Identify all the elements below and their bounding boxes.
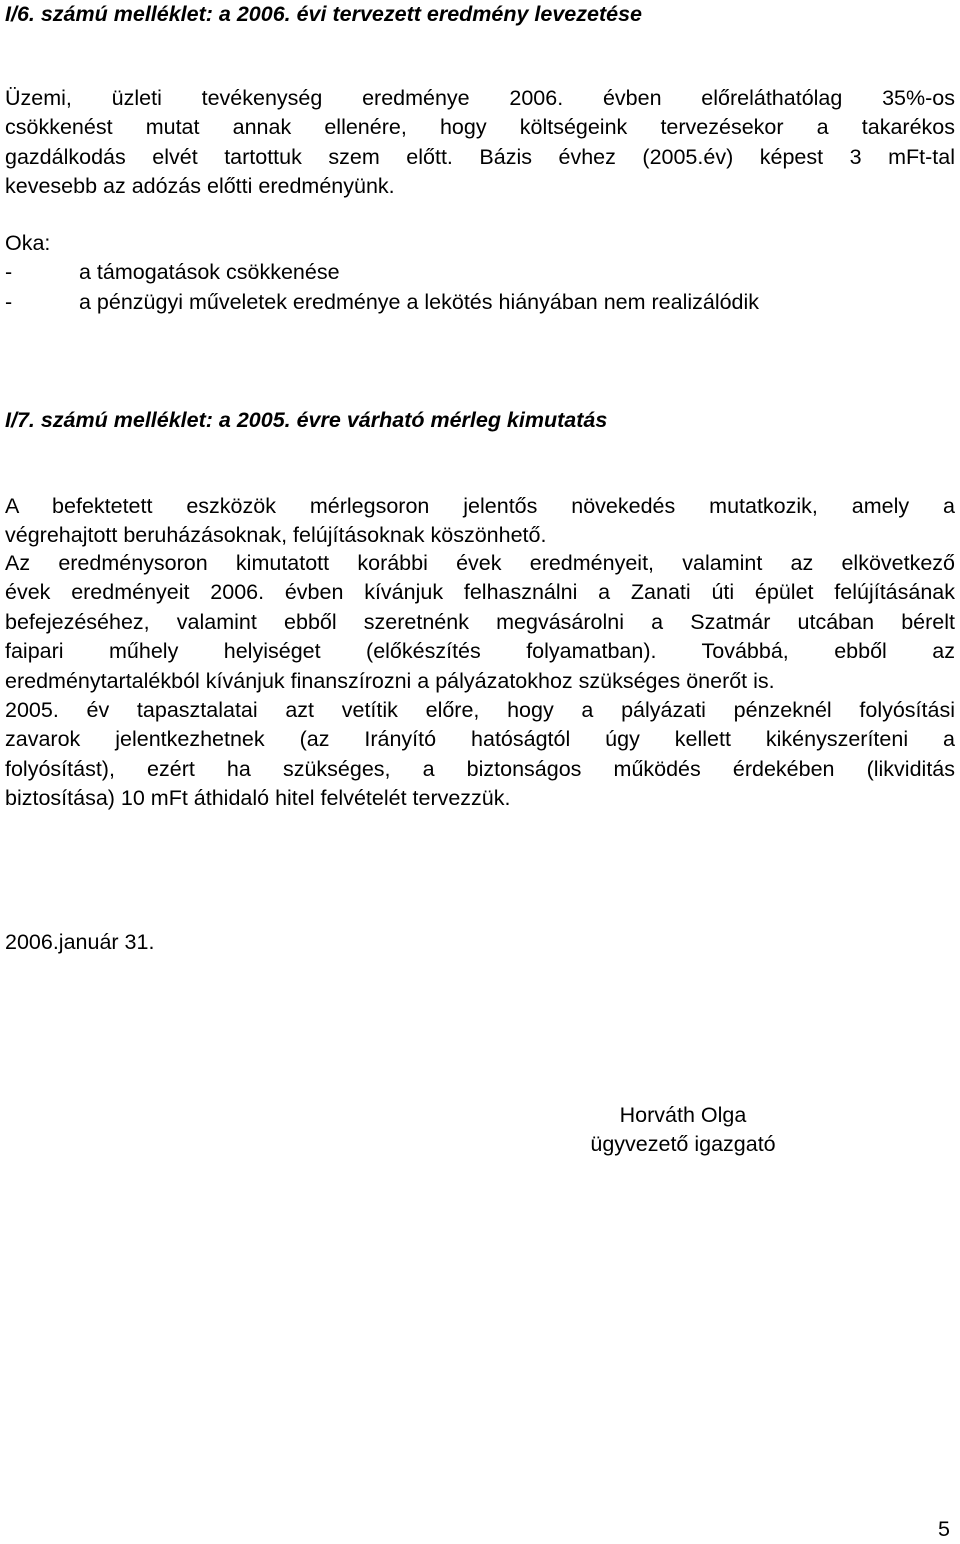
reason-label: Oka: — [5, 231, 51, 255]
section2-paragraph3 — [5, 696, 955, 814]
paragraph-line: végrehajtott beruházásoknak, felújításoknak köszönhető. — [5, 523, 547, 548]
document-date: 2006.január 31. — [5, 930, 155, 954]
paragraph-line: zavarok jelentkezhetnek (az Irányító hatóságtól úgy kellett kikényszeríteni a — [5, 727, 955, 752]
dash-bullet: - — [5, 260, 13, 284]
signatory-title: ügyvezető igazgató — [590, 1132, 776, 1156]
paragraph-line: évek eredményeit 2006. évben kívánjuk felhasználni a Zanati úti épület felújításának — [5, 580, 955, 605]
paragraph-line: A befektetett eszközök mérlegsoron jelentős növekedés mutatkozik, amely a — [5, 494, 955, 518]
reason-text: a támogatások csökkenése — [79, 260, 340, 284]
paragraph-line: csökkenést mutat annak ellenére, hogy költségeink tervezésekor a takarékos — [5, 115, 955, 140]
page-number: 5 — [938, 1517, 950, 1541]
paragraph-line: 2005. év tapasztalatai azt vetítik előre, hogy a pályázati pénzeknél folyósítási — [5, 698, 955, 722]
reason-item — [5, 288, 759, 317]
paragraph-line: befejezéséhez, valamint ebből szeretnénk megvásárolni a Szatmár utcában bérelt — [5, 609, 955, 634]
paragraph-line: gazdálkodás elvét tartottuk szem előtt. Bázis évhez (2005.év) képest 3 mFt-tal — [5, 144, 955, 169]
paragraph-line: kevesebb az adózás előtti eredményünk. — [5, 174, 395, 199]
section1-paragraph — [5, 84, 955, 202]
section2-paragraph1 — [5, 492, 955, 551]
paragraph-line: faipari műhely helyiséget (előkészítés folyamatban). Továbbá, ebből az — [5, 639, 955, 664]
paragraph-line: Az eredménysoron kimutatott korábbi évek eredményeit, valamint az elkövetkező — [5, 551, 955, 575]
signature-block — [563, 1101, 803, 1159]
paragraph-line: biztosítása) 10 mFt áthidaló hitel felvételét tervezzük. — [5, 786, 511, 811]
paragraph-line: Üzemi, üzleti tevékenység eredménye 2006. évben előreláthatólag 35%-os — [5, 86, 955, 110]
section2-heading: I/7. számú melléklet: a 2005. évre várható mérleg kimutatás — [5, 408, 608, 432]
section1-heading: I/6. számú melléklet: a 2006. évi tervezett eredmény levezetése — [5, 2, 643, 26]
dash-bullet: - — [5, 290, 13, 314]
section2-paragraph2 — [5, 549, 955, 696]
paragraph-line: folyósítást), ezért ha szükséges, a biztonságos működés érdekében (likviditás — [5, 756, 955, 781]
signatory-name: Horváth Olga — [619, 1103, 747, 1127]
reason-text: a pénzügyi műveletek eredménye a lekötés hiányában nem realizálódik — [79, 290, 760, 314]
reason-item — [5, 258, 340, 287]
paragraph-line: eredménytartalékból kívánjuk finanszírozni a pályázatokhoz szükséges önerőt is. — [5, 668, 775, 693]
